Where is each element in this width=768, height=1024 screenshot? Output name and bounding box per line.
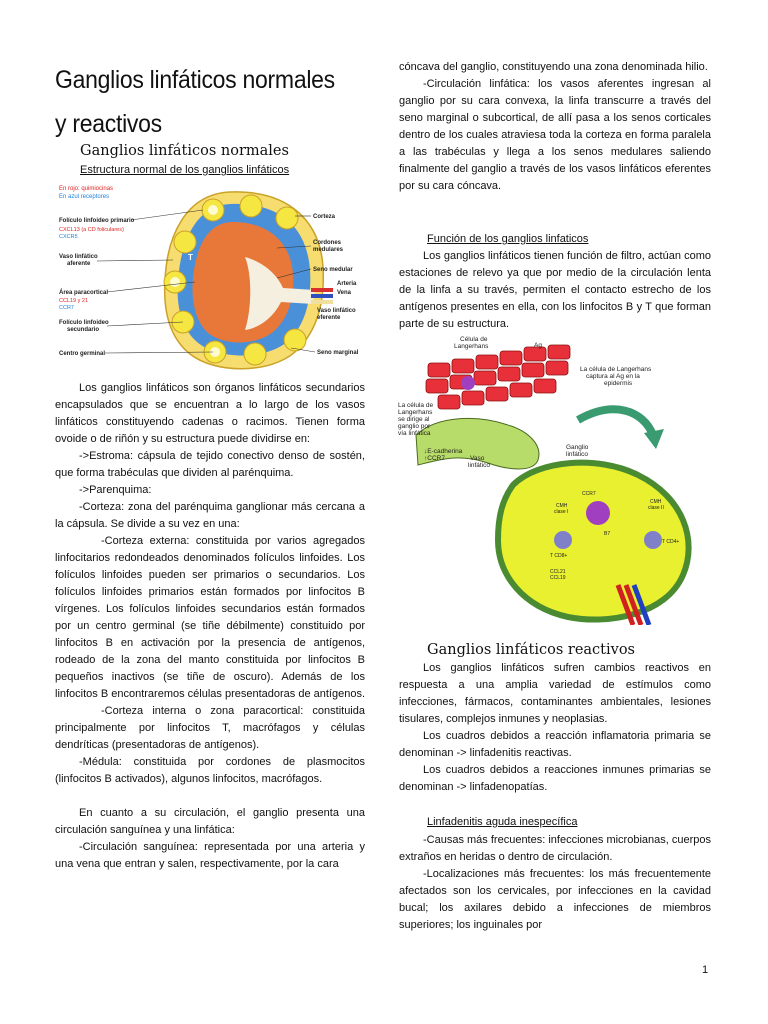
fig2-b7: B7 (604, 531, 611, 537)
fig2-ccr7-in: CCR7 (582, 491, 596, 497)
paragraph: -Corteza interna o zona paracortical: constituida principalmente por linfocitos T, macrófagos y células dendríticas (presentadoras de antígenos). (55, 705, 365, 751)
paragraph: ->Parenquima: (79, 484, 152, 496)
fig2-dirige-1: La célula de (398, 402, 434, 409)
fig2-tcd4: T CD4+ (662, 539, 680, 545)
t-cd8-cell (554, 531, 572, 549)
fig2-tcd8: T CD8+ (550, 553, 568, 559)
paragraph: cóncava del ganglio, constituyendo una zona denominada hilio. (399, 61, 708, 73)
paragraph: Los cuadros debidos a reacción inflamatoria primaria se denominan -> linfadenitis reactivas. (399, 730, 711, 759)
epidermis (426, 345, 570, 409)
fig1-vena: Vena (337, 290, 352, 296)
paragraph: -Médula: constituida por cordones de plasmocitos (linfocitos B activados), algunos linfocitos, macrófagos. (55, 756, 365, 785)
fig1-legend-red: En rojo: quimiocinas (59, 186, 114, 192)
langerhans-diagram (398, 335, 708, 625)
fig2-ecad: ↓E-cadherina (424, 448, 463, 455)
paragraph: ->Estroma: cápsula de tejido conectivo denso de sostén, que forma trabéculas que dividen al parénquima. (55, 450, 365, 479)
vein (311, 294, 333, 298)
fig1-vaso-aferente-1: Vaso linfático (59, 254, 98, 260)
link-estructura[interactable]: Estructura normal de los ganglios linfáticos (80, 164, 290, 176)
arrow-to-node (578, 409, 653, 435)
fig1-area-para: Área paracortical (59, 290, 109, 296)
fig2-ccl: CCL21 (550, 569, 566, 575)
link-funcion[interactable]: Función de los ganglios linfaticos (427, 233, 589, 245)
fig1-cxcr5: CXCR5 (59, 234, 78, 240)
left-column (55, 380, 365, 873)
fig1-seno-med: Seno medular (313, 267, 353, 273)
paragraph: -Corteza: zona del parénquima ganglionar más cercana a la cápsula. Se divide a su vez en una: (55, 501, 365, 530)
label-t: T (188, 253, 193, 262)
fig1-folic-primario: Folículo linfoideo primario (59, 218, 135, 224)
fig2-celula-2: Langerhans (454, 343, 489, 350)
paragraph: Los ganglios linfáticos tienen función de filtro, actúan como estaciones de relevo ya que por medio de la circulación lenta de la linfa a su través, permiten el contacto estrecho de los antígenos presentes en ella, con los linfocitos B y T que forman parte de su estructura. (399, 250, 711, 330)
fig1-ccl19: CCL19 y 21 (59, 298, 89, 304)
fig2-vaso-2: linfático (468, 462, 491, 469)
page-number: 1 (702, 964, 709, 976)
paragraph: -Circulación sanguínea: representada por una arteria y una vena que entran y salen, respectivamente, por la cara (55, 841, 365, 870)
fig1-folic-sec-1: Folículo linfoideo (59, 320, 109, 326)
paragraph: -Causas más frecuentes: infecciones microbianas, cuerpos extraños en heridas o dentro de circulación. (399, 834, 711, 863)
fig1-centro: Centro germinal (59, 351, 106, 357)
fig1-corteza: Corteza (313, 214, 336, 220)
efferent-vessel (311, 300, 333, 304)
paragraph: Los cuadros debidos a reacciones inmunes primarias se denominan -> linfadenopatías. (399, 764, 711, 793)
section-heading-reactivos: Ganglios linfáticos reactivos (427, 642, 635, 658)
fig2-cmh1: CMH (556, 503, 568, 509)
right-column-top (399, 59, 711, 195)
label-b: B (159, 253, 165, 262)
paragraph: Los ganglios linfáticos sufren cambios reactivos en respuesta a una amplia variedad de estímulos como infecciones, fármacos, contaminantes ambientales, lesiones tisulares, complejos inmunes y neoplasias. (399, 662, 711, 725)
fig1-ccr7: CCR7 (59, 305, 74, 311)
fig1-legend-blue: En azul receptores (59, 194, 110, 200)
fig2-dirige-5: vía linfática (398, 430, 431, 437)
linfadenitis-text (399, 832, 711, 934)
fig1-cordones-2: medulares (313, 247, 344, 253)
paragraph: -Corteza externa: constituida por varios agregados linfocitarios redondeados denominados folículos linfoides. Los folículos linfoides pueden ser primarios o secundarios. Los folículos linfoides primarios están formados por linfocitos B vírgenes. Los folículos linfoides secundarios están formados por un centro germinal (se tiñe débilmente) constituido por linfocitos B en activación por la presencia de antígenos, rodeado de la zona del manto constituida por linfocitos B pequeños inactivos (se tiñe de oscuro). Además de los linfocitos B encontraremos células presentadoras de antígenos. (55, 535, 366, 700)
paragraph: En cuanto a su circulación, el ganglio presenta una circulación sanguínea y una linfática: (55, 807, 365, 836)
fig2-ganglio-2: linfático (566, 451, 589, 458)
fig1-folic-sec-2: secundario (67, 327, 100, 333)
fig1-cxcl13: CXCL13 (a CD foliculares) (59, 227, 124, 233)
paragraph: -Circulación linfática: los vasos aferentes ingresan al ganglio por su cara convexa, la linfa transcurre a través del seno marginal o subcortical, de allí pasa a los senos corticales dentro de los cuales atraviesa toda la corteza en forma paralela a las trabéculas y llega a los senos medulares saliendo finalmente del ganglio a través de los vasos linfáticos eferentes por su cara cóncava. (399, 78, 711, 192)
reactive-text (399, 660, 711, 796)
fig2-ccr7: ↑CCR7 (424, 455, 445, 462)
fig1-vaso-eferente-2: eferente (317, 315, 341, 321)
fig2-ccl2: CCL19 (550, 575, 566, 581)
fig2-ag: Ag (534, 342, 542, 349)
fig2-cmh2: CMH (650, 499, 662, 505)
fig1-cordones-1: Cordones (313, 240, 342, 246)
link-linfadenitis[interactable]: Linfadenitis aguda inespecífica (427, 816, 578, 828)
fig2-clase1: clase I (554, 509, 569, 515)
page-title: Ganglios linfáticos normales y reactivos (55, 66, 335, 138)
fig2-ganglio-1: Ganglio (566, 444, 589, 451)
fig2-captura-2: captura al Ag en la (586, 373, 640, 380)
fig1-vaso-aferente-2: aferente (67, 261, 91, 267)
fig2-captura-3: epidermis (604, 380, 633, 387)
artery (311, 288, 333, 292)
fig2-clase2: clase II (648, 505, 664, 511)
fig1-seno-marg: Seno marginal (317, 350, 359, 356)
t-cd4-cell (644, 531, 662, 549)
fig2-dirige-3: se dirige al (398, 416, 430, 423)
langerhans-cell-skin (461, 376, 475, 390)
fig2-dirige-2: Langerhans (398, 409, 433, 416)
lymph-node-diagram (55, 182, 367, 372)
paragraph: Los ganglios linfáticos son órganos linfáticos secundarios encapsulados que se encuentran a lo largo de los vasos linfáticos constituyendo cadenas o racimos. Tienen forma ovoide o de riñón y su estructura puede dividirse en: (55, 382, 365, 445)
fig1-arteria: Arteria (337, 281, 357, 287)
fig1-vaso-eferente-1: Vaso linfático (317, 308, 356, 314)
fig2-vaso-1: Vaso (470, 455, 485, 462)
paragraph: -Localizaciones más frecuentes: los más frecuentemente afectados son los cervicales, por infecciones en la cavidad bucal; los axilares debido a infecciones de miembros superiores; los inguinales por (399, 868, 711, 931)
dendritic-cell-node (586, 501, 610, 525)
fig2-captura-1: La célula de Langerhans (580, 366, 652, 373)
fig2-celula-1: Célula de (460, 336, 488, 343)
func-text (399, 248, 711, 333)
fig2-dirige-4: ganglio por (398, 423, 431, 430)
section-heading-normal: Ganglios linfáticos normales (80, 143, 289, 159)
